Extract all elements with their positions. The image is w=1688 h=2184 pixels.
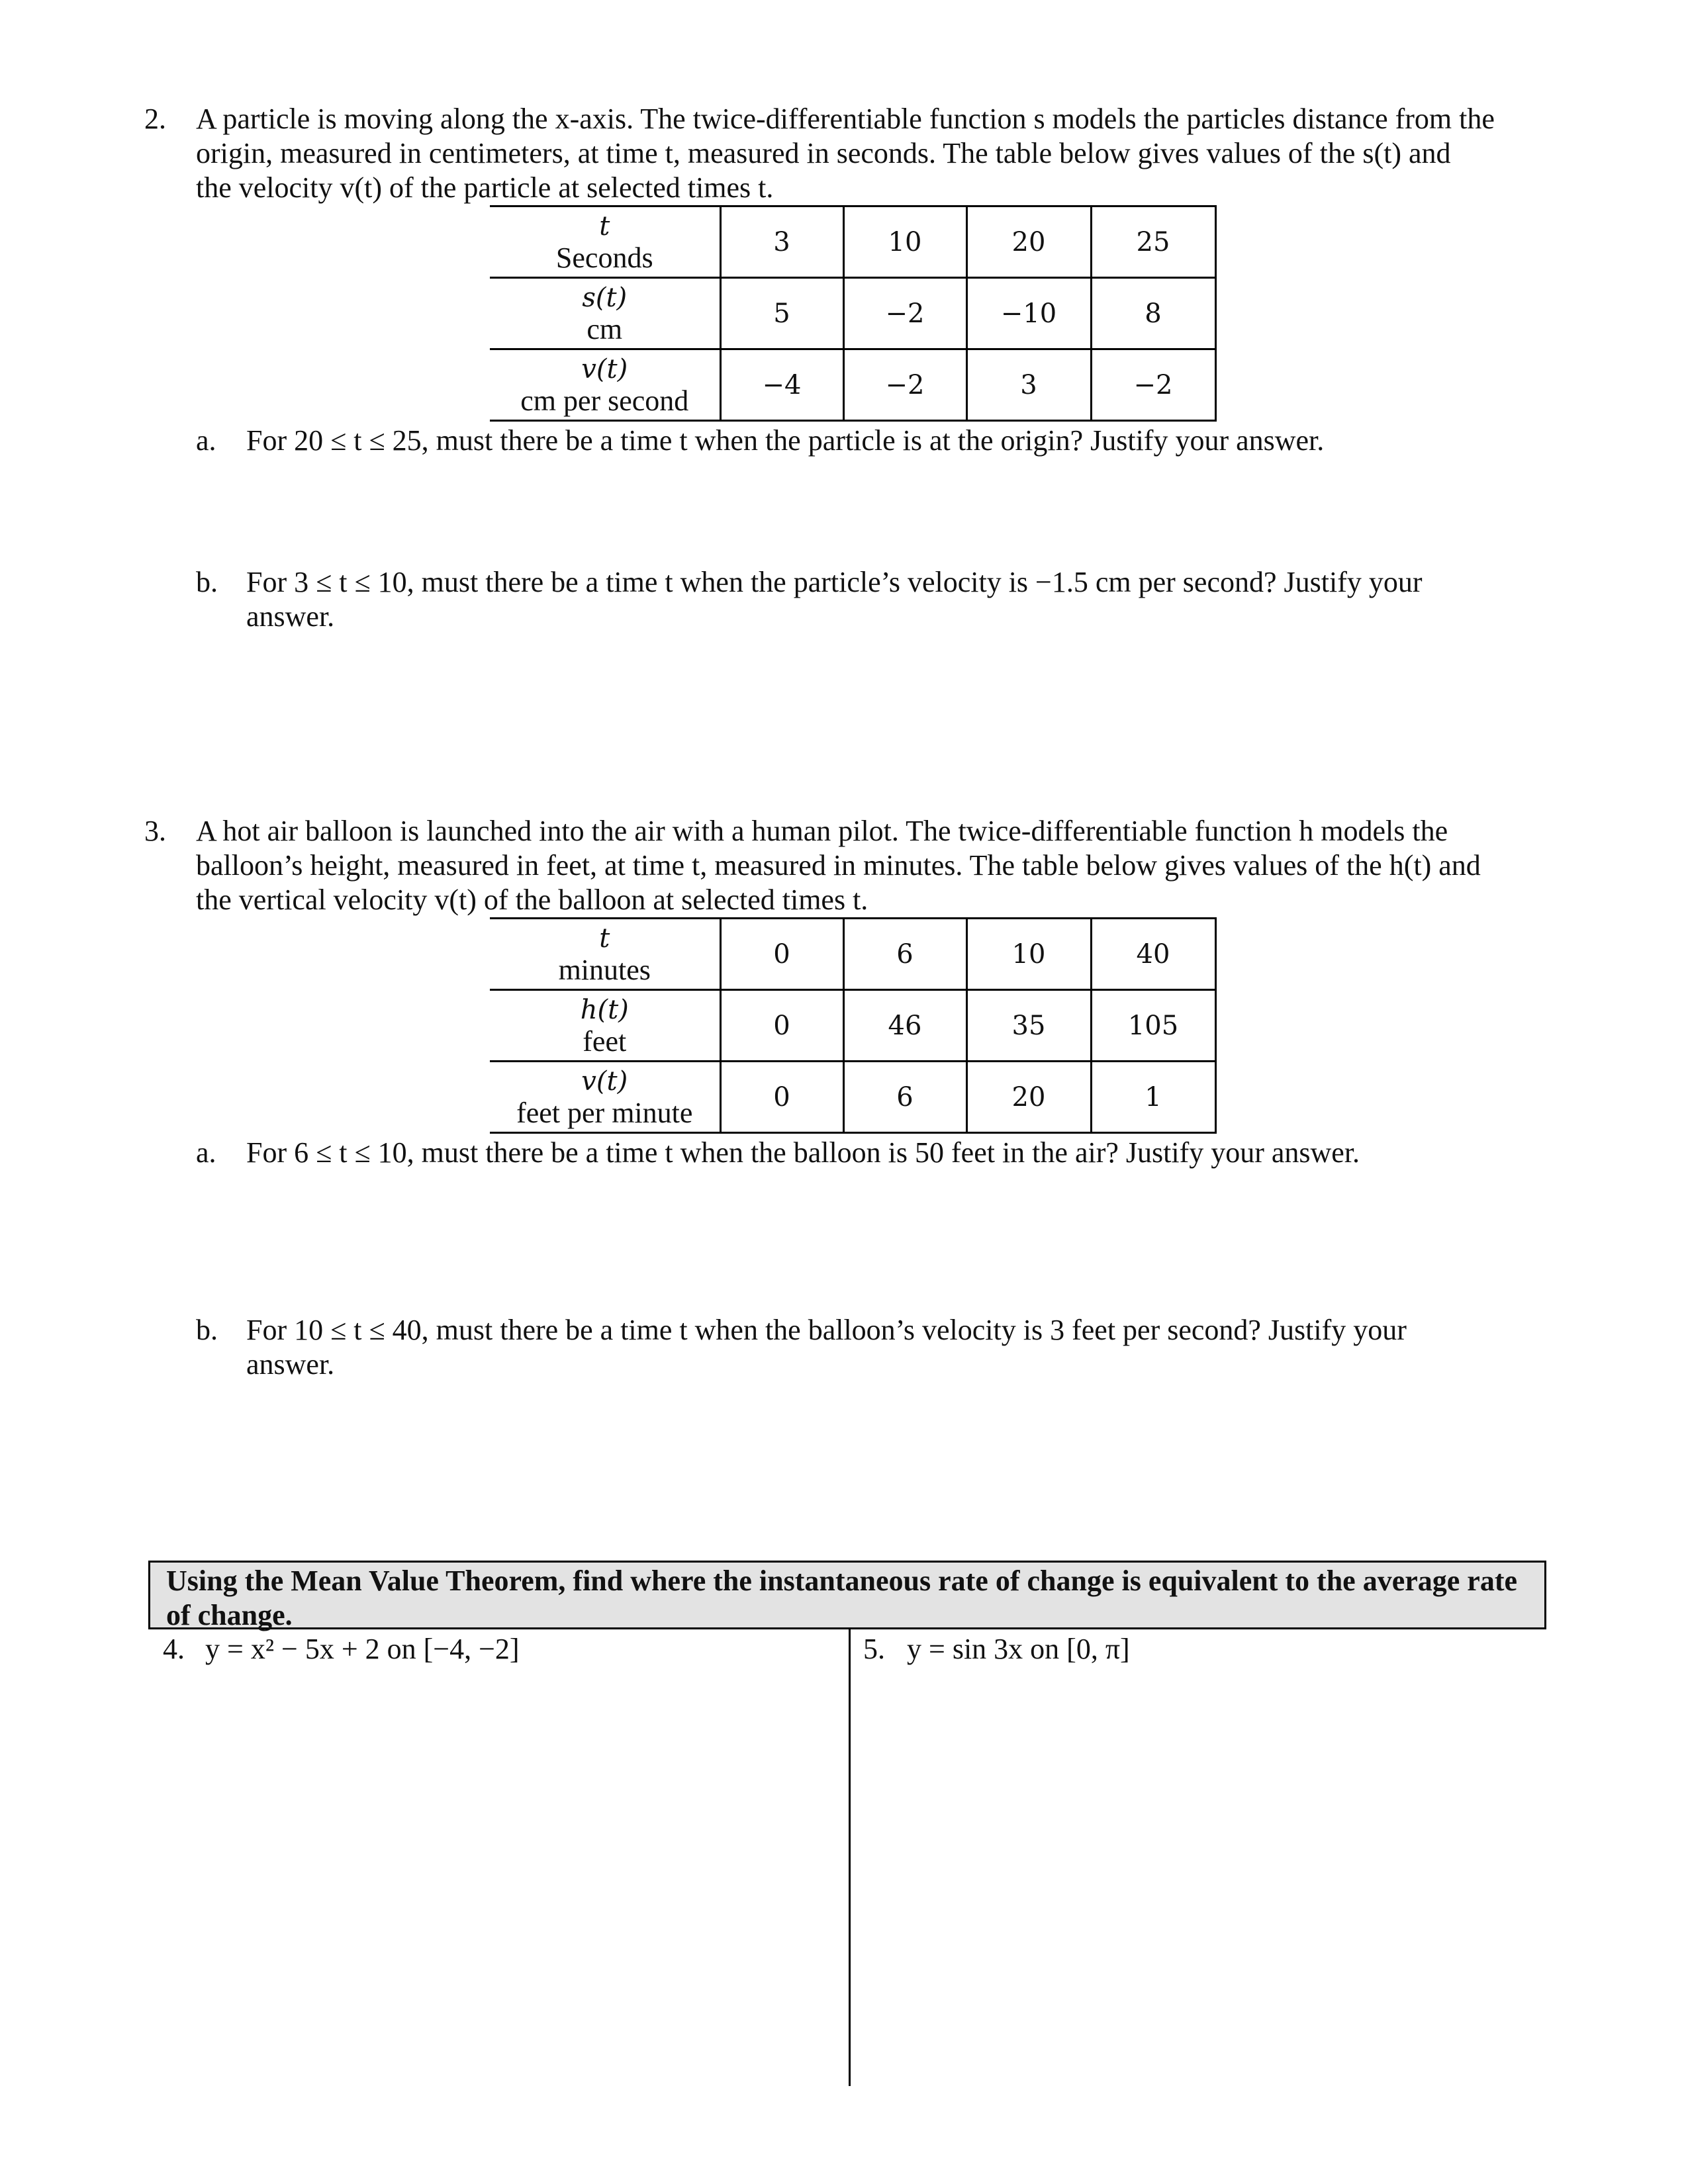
table-cell: −10 (966, 278, 1091, 349)
problem-3-intro-line-3: the vertical velocity v(t) of the balloon at selected times t. (196, 884, 868, 916)
table-cell: 35 (966, 990, 1091, 1062)
table-cell: 8 (1091, 278, 1215, 349)
table-row (490, 278, 1215, 349)
problem-2b-label: b. (196, 566, 218, 598)
row-symbol: v(t) (581, 353, 628, 385)
table-cell: 20 (966, 206, 1091, 278)
table-cell: 6 (843, 919, 966, 990)
table-cell: 10 (843, 206, 966, 278)
table-cell: 0 (720, 919, 843, 990)
problem-3-table (490, 917, 1217, 1134)
table-cell: 3 (966, 349, 1091, 421)
table-row (490, 919, 1215, 990)
problem-3b-line-2: answer. (246, 1348, 335, 1381)
problem-3a-text: For 6 ≤ t ≤ 10, must there be a time t when the balloon is 50 feet in the air? Justify your answer. (246, 1136, 1360, 1169)
table-cell: −4 (720, 349, 843, 421)
row-header (490, 278, 720, 349)
problem-3-number: 3. (144, 815, 166, 847)
problem-2-table (490, 205, 1217, 422)
table-row (490, 1062, 1215, 1133)
row-header (490, 990, 720, 1062)
table-cell: 5 (720, 278, 843, 349)
table-cell: −2 (843, 278, 966, 349)
table-row (490, 990, 1215, 1062)
row-header (490, 349, 720, 421)
problem-5-number: 5. (863, 1633, 885, 1665)
problem-4-number: 4. (163, 1633, 185, 1665)
problem-2b-line-1: For 3 ≤ t ≤ 10, must there be a time t when the particle’s velocity is −1.5 cm per second? Justify your (246, 566, 1423, 598)
table-row (490, 206, 1215, 278)
table-cell: 0 (720, 990, 843, 1062)
row-symbol: t (599, 210, 610, 242)
table-cell: 1 (1091, 1062, 1215, 1133)
table-row (490, 349, 1215, 421)
table-cell: 10 (966, 919, 1091, 990)
table-cell: −2 (843, 349, 966, 421)
table-cell: 25 (1091, 206, 1215, 278)
row-symbol: s(t) (582, 282, 628, 313)
table-cell: 20 (966, 1062, 1091, 1133)
problem-2b-line-2: answer. (246, 600, 335, 633)
row-header (490, 919, 720, 990)
row-unit: feet (583, 1024, 627, 1058)
problem-3a-label: a. (196, 1136, 216, 1169)
row-symbol: t (599, 923, 610, 954)
problem-3b-label: b. (196, 1314, 218, 1346)
problem-2-intro-line-3: the velocity v(t) of the particle at selected times t. (196, 171, 774, 204)
problem-3b-line-1: For 10 ≤ t ≤ 40, must there be a time t when the balloon’s velocity is 3 feet per second? Justify your (246, 1314, 1407, 1346)
row-symbol: h(t) (580, 994, 629, 1025)
problem-4-equation: y = x² − 5x + 2 on [−4, −2] (205, 1633, 520, 1665)
table-cell: 3 (720, 206, 843, 278)
row-unit: feet per minute (516, 1096, 693, 1129)
problem-3-intro-line-1: A hot air balloon is launched into the air with a human pilot. The twice-differentiable function h models the (196, 815, 1448, 847)
row-symbol: v(t) (581, 1066, 628, 1097)
table-cell: 6 (843, 1062, 966, 1133)
table-cell: 0 (720, 1062, 843, 1133)
table-cell: 105 (1091, 990, 1215, 1062)
row-unit: cm (586, 312, 623, 345)
row-unit: minutes (558, 953, 651, 986)
table-cell: 40 (1091, 919, 1215, 990)
problem-2-intro-line-2: origin, measured in centimeters, at time t, measured in seconds. The table below gives values of the s(t) and (196, 137, 1451, 169)
problem-2-intro-line-1: A particle is moving along the x-axis. The twice-differentiable function s models the particles distance from the (196, 103, 1495, 135)
problem-2-number: 2. (144, 103, 166, 135)
problem-2a-label: a. (196, 424, 216, 457)
row-unit: Seconds (555, 241, 653, 274)
problem-2a-text: For 20 ≤ t ≤ 25, must there be a time t when the particle is at the origin? Justify your answer. (246, 424, 1325, 457)
problem-5-equation: y = sin 3x on [0, π] (907, 1633, 1130, 1665)
row-unit: cm per second (520, 384, 689, 417)
table-cell: 46 (843, 990, 966, 1062)
problem-3-intro-line-2: balloon’s height, measured in feet, at time t, measured in minutes. The table below gives values of the h(t) and (196, 849, 1481, 882)
mvt-instructions-text: Using the Mean Value Theorem, find where the instantaneous rate of change is equivalent to the average rate of change. (166, 1565, 1517, 1631)
row-header (490, 206, 720, 278)
mvt-instructions-box (148, 1561, 1546, 1629)
row-header (490, 1062, 720, 1133)
column-divider (849, 1629, 851, 2086)
table-cell: −2 (1091, 349, 1215, 421)
